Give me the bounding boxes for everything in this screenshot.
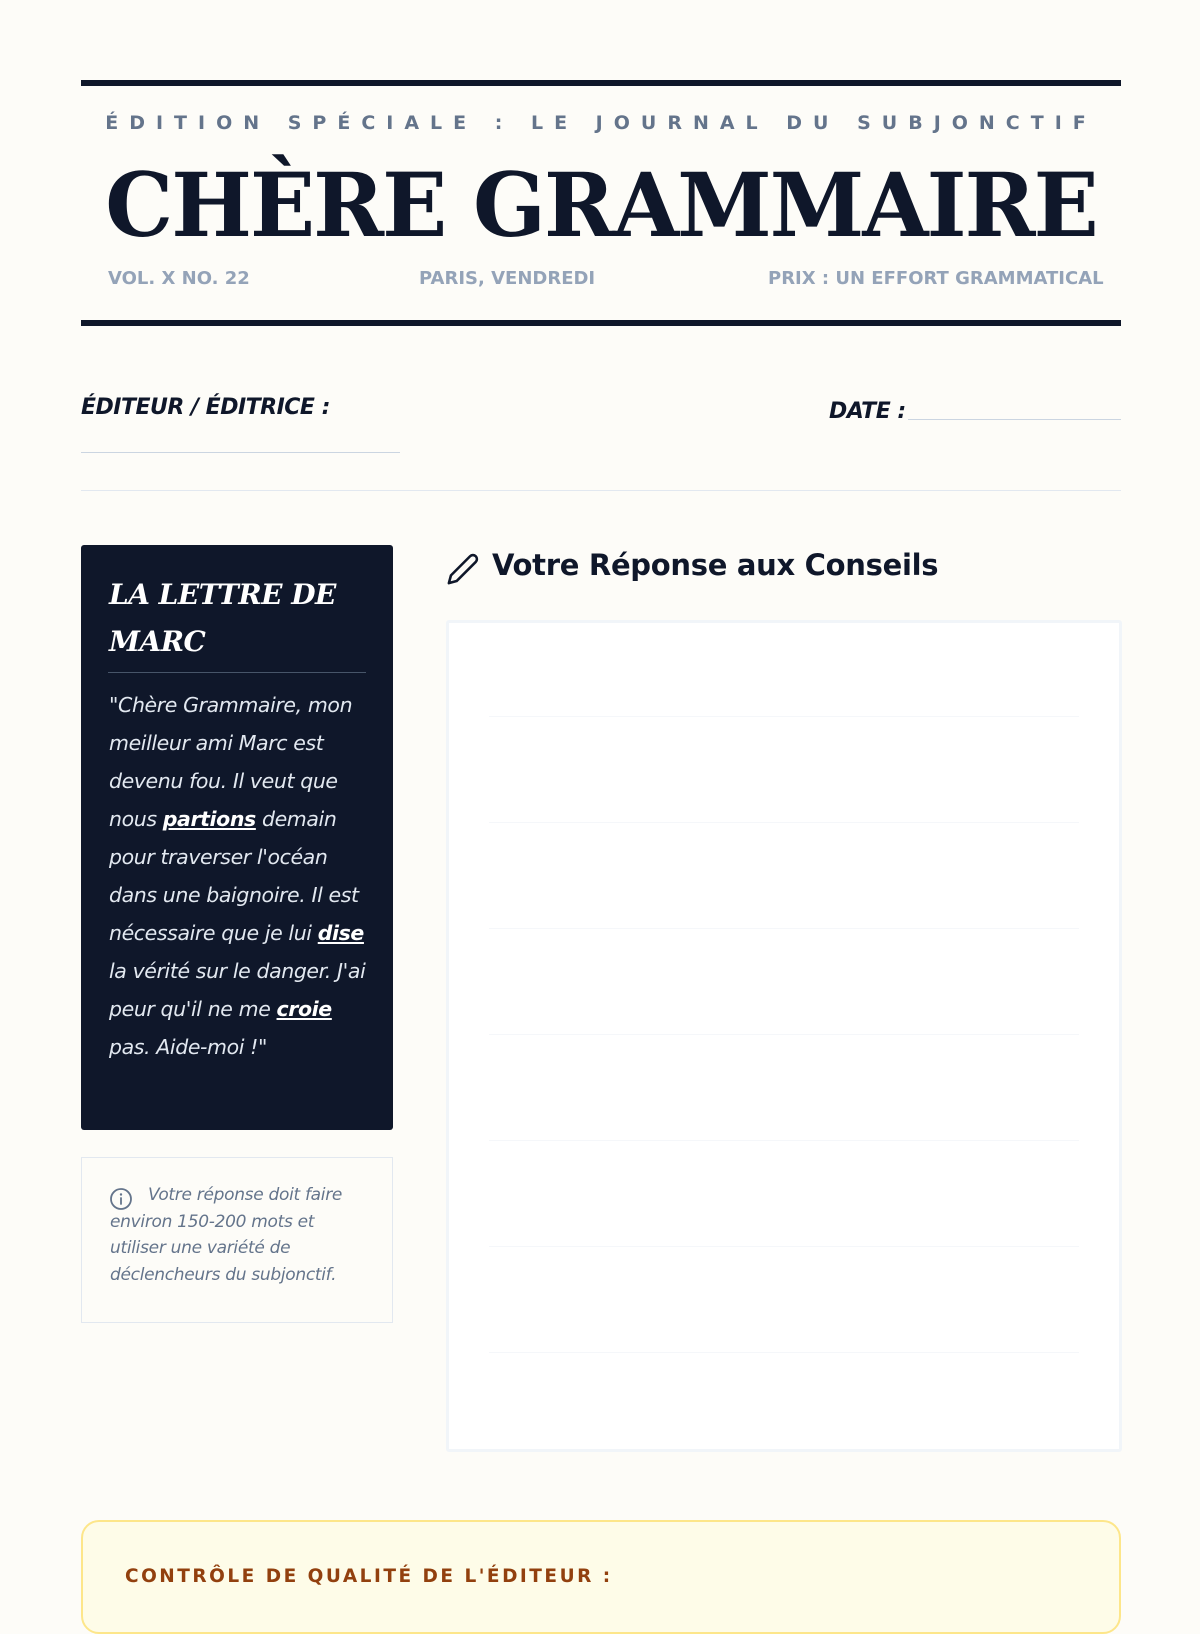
quality-control-box xyxy=(81,1520,1121,1634)
letter-title: LA LETTRE DE MARC xyxy=(109,578,336,658)
quality-control-label: CONTRÔLE DE QUALITÉ DE L'ÉDITEUR : xyxy=(125,1566,613,1587)
newspaper-page xyxy=(81,0,1121,1600)
editor-input-line[interactable] xyxy=(81,452,400,453)
letter-text: la vérité sur le danger. J'ai peur qu'il ne me xyxy=(109,959,366,1021)
verb-croie: croie xyxy=(276,997,332,1021)
ruled-line xyxy=(489,822,1079,823)
masthead-top-rule xyxy=(81,80,1121,86)
ruled-line xyxy=(489,928,1079,929)
letter-divider xyxy=(108,672,366,673)
letter-box xyxy=(81,545,393,1130)
verb-dise: dise xyxy=(317,921,364,945)
masthead-title: CHÈRE GRAMMAIRE xyxy=(105,153,1097,257)
letter-text: "Chère Grammaire, mon meilleur ami Marc est devenu fou. Il veut que nous xyxy=(109,693,353,831)
letter-text: demain pour traverser l'océan dans une baignoire. Il est nécessaire que je lui xyxy=(109,807,359,945)
ruled-line xyxy=(489,1246,1079,1247)
section-divider xyxy=(81,490,1121,491)
tip-box xyxy=(81,1157,393,1323)
ruled-line xyxy=(489,1034,1079,1035)
price-label: PRIX : UN EFFORT GRAMMATICAL xyxy=(768,268,1104,289)
ruled-line xyxy=(489,1352,1079,1353)
place-date: PARIS, VENDREDI xyxy=(419,268,596,289)
edition-kicker: ÉDITION SPÉCIALE : LE JOURNAL DU SUBJONCTIF xyxy=(105,112,1097,134)
pencil-icon xyxy=(446,552,480,586)
ruled-line xyxy=(489,716,1079,717)
verb-partions: partions xyxy=(162,807,256,831)
editor-label: ÉDITEUR / ÉDITRICE : xyxy=(81,395,330,420)
letter-body xyxy=(109,686,371,1066)
date-label: DATE : xyxy=(829,399,906,424)
tip-text: Votre réponse doit faire environ 150-200 mots et utiliser une variété de déclencheurs du subjonctif. xyxy=(110,1185,343,1285)
response-textarea[interactable] xyxy=(446,620,1122,1452)
masthead-bottom-rule xyxy=(81,320,1121,326)
response-title: Votre Réponse aux Conseils xyxy=(492,548,939,582)
volume-number: VOL. X NO. 22 xyxy=(108,268,250,289)
letter-text: pas. Aide-moi !" xyxy=(109,1035,268,1059)
ruled-line xyxy=(489,1140,1079,1141)
date-input-line[interactable] xyxy=(908,419,1121,420)
